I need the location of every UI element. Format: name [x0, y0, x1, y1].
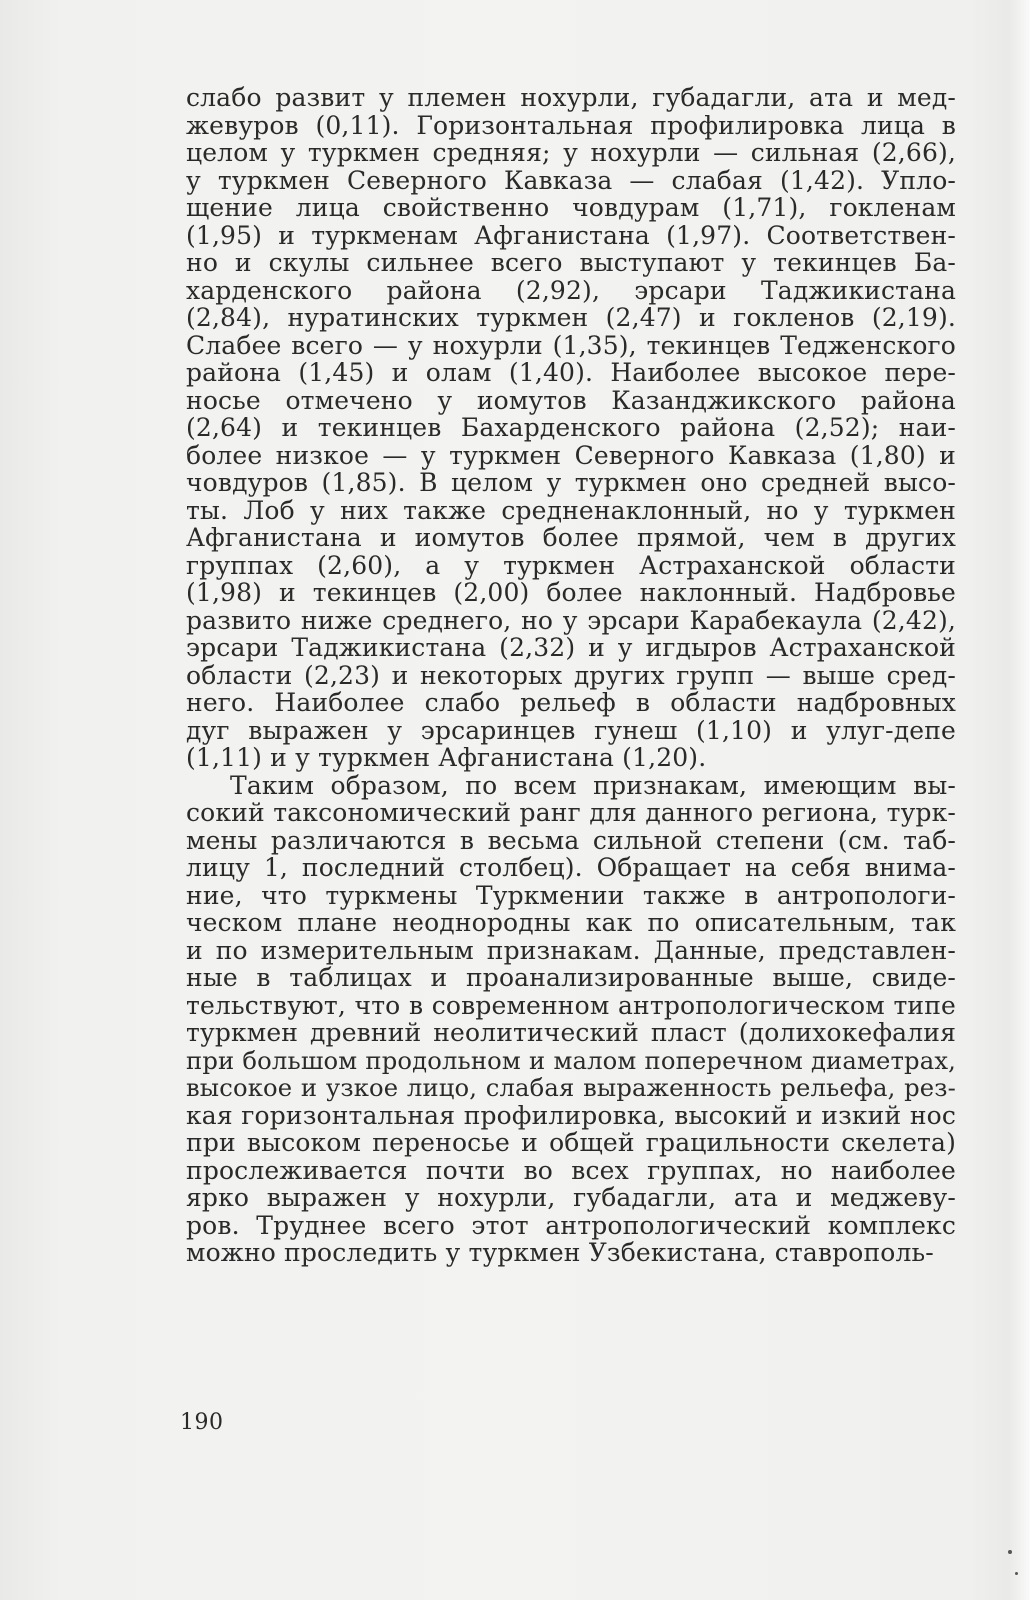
- text-line: можно проследить у туркмен Узбекистана, ставрополь-: [186, 1238, 934, 1267]
- text-line: слабо развит у племен нохурли, губадагли, ата и мед-: [186, 83, 956, 112]
- text-line: но и скулы сильнее всего выступают у текинцев Ба-: [186, 248, 956, 277]
- text-line: при высоком переносье и общей грацильности скелета): [186, 1128, 956, 1157]
- text-line: при большом продольном и малом поперечном диаметрах,: [186, 1045, 956, 1075]
- text-line: района (1,45) и олам (1,40). Наиболее высокое пере-: [186, 358, 956, 387]
- print-speck: [1015, 1572, 1018, 1575]
- text-line: носье отмечено у иомутов Казанджикского района: [186, 385, 956, 415]
- text-line: Таким образом, по всем признакам, имеющим вы-: [230, 770, 956, 800]
- text-line: харденского района (2,92), эрсари Таджикистана: [186, 275, 956, 305]
- text-line: более низкое — у туркмен Северного Кавказа (1,80) и: [186, 440, 956, 470]
- paragraph: [186, 772, 956, 1267]
- text-line: (1,98) и текинцев (2,00) более наклонный. Надбровье: [186, 578, 956, 607]
- text-line: Афганистана и иомутов более прямой, чем в других: [186, 523, 956, 552]
- text-line: ние, что туркмены Туркмении также в антропологи-: [186, 880, 956, 910]
- text-line: (1,95) и туркменам Афганистана (1,97). Соответствен-: [186, 220, 956, 250]
- page-number: 190: [180, 1410, 224, 1435]
- paragraph: [186, 84, 956, 772]
- page-edge-shade: [1008, 0, 1030, 1600]
- text-line: (2,84), нуратинских туркмен (2,47) и гокленов (2,19).: [186, 303, 956, 332]
- text-line: (2,64) и текинцев Бахарденского района (2,52); наи-: [186, 413, 956, 442]
- text-line: (1,11) и у туркмен Афганистана (1,20).: [186, 743, 707, 772]
- text-line: у туркмен Северного Кавказа — слабая (1,42). Упло-: [186, 165, 956, 195]
- text-line: ярко выражен у нохурли, губадагли, ата и меджеву-: [186, 1183, 956, 1212]
- text-line: целом у туркмен средняя; у нохурли — сильная (2,66),: [186, 138, 956, 167]
- text-line: Слабее всего — у нохурли (1,35), текинцев Теджeнского: [186, 330, 956, 360]
- text-line: области (2,23) и некоторых других групп — выше сред-: [186, 660, 956, 690]
- text-line: човдуров (1,85). В целом у туркмен оно средней высо-: [186, 468, 956, 497]
- text-line: эрсари Таджикистана (2,32) и у игдыров Астраханской: [186, 633, 956, 662]
- text-line: кая горизонтальная профилировка, высокий и изкий нос: [186, 1100, 956, 1130]
- text-line: мены различаются в весьма сильной степени (см. таб-: [186, 825, 956, 855]
- text-line: ческом плане неоднородны как по описательным, так: [186, 908, 956, 937]
- text-line: щение лица свойственно човдурам (1,71), гокленам: [186, 193, 956, 222]
- text-line: и по измерительным признакам. Данные, представлен-: [186, 935, 956, 965]
- text-line: прослеживается почти во всех группах, но наиболее: [186, 1155, 956, 1185]
- text-line: него. Наиболее слабо рельеф в области надбровных: [186, 688, 956, 717]
- body-text: [186, 84, 956, 1267]
- text-line: ные в таблицах и проанализированные выше, свиде-: [186, 963, 956, 992]
- text-line: развито ниже среднего, но у эрсари Карабекаула (2,42),: [186, 605, 956, 635]
- text-line: тельствуют, что в современном антропологическом типе: [186, 990, 956, 1020]
- text-line: жевуров (0,11). Горизонтальная профилировка лица в: [186, 110, 956, 140]
- text-line: туркмен древний неолитический пласт (долихокефалия: [186, 1018, 956, 1047]
- text-line: лицу 1, последний столбец). Обращает на себя внима-: [186, 853, 956, 882]
- text-line: группах (2,60), а у туркмен Астраханской области: [186, 550, 956, 580]
- text-line: ров. Труднее всего этот антропологический комплекс: [186, 1210, 956, 1240]
- text-line: ты. Лоб у них также средненаклонный, но у туркмен: [186, 495, 956, 525]
- text-line: высокое и узкое лицо, слабая выраженность рельефа, рез-: [186, 1073, 956, 1102]
- print-speck: [1008, 1550, 1012, 1554]
- text-line: сокий таксономический ранг для данного региона, турк-: [186, 798, 956, 827]
- text-line: дуг выражен у эрсаринцев гунеш (1,10) и улуг-депе: [186, 715, 956, 745]
